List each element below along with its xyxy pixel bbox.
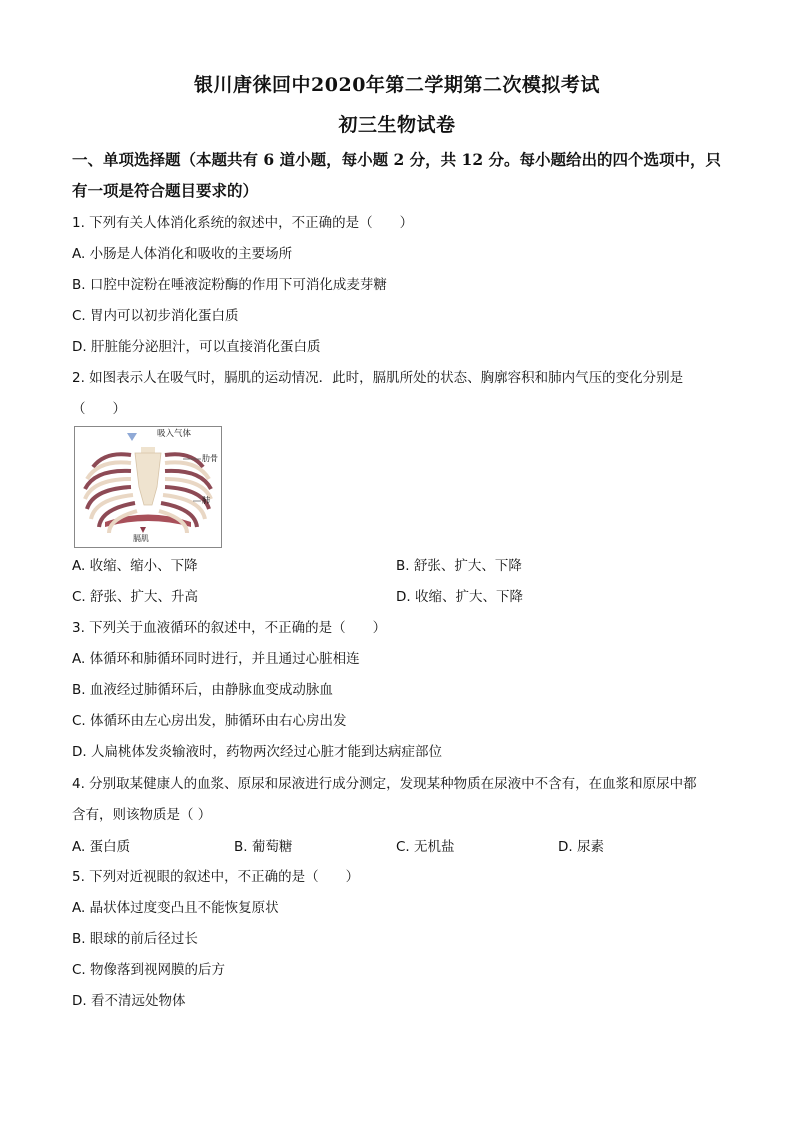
question-2-option-c: C. 舒张、扩大、升高 [72,589,199,605]
ribcage-diagram [74,426,222,548]
question-2-option-d: D. 收缩、扩大、下降 [396,589,523,605]
ribcage-illustration [75,427,221,547]
label-inhaled-air: 吸入气体 [157,429,192,439]
question-1-option-b: B. 口腔中淀粉在唾液淀粉酶的作用下可消化成麦芽糖 [72,277,387,293]
question-5-option-c: C. 物像落到视网膜的后方 [72,962,226,978]
diaphragm-arrow-icon [140,527,146,533]
question-5-stem: 5. 下列对近视眼的叙述中，不正确的是（ ） [72,869,360,885]
question-5-option-b: B. 眼球的前后径过长 [72,931,198,947]
question-3-option-d: D. 人扁桃体发炎输液时，药物两次经过心脏才能到达病症部位 [72,744,442,760]
question-4-stem: 4. 分别取某健康人的血浆、原尿和尿液进行成分测定，发现某种物质在尿液中不含有，在血浆和原尿中都 [72,776,697,792]
question-2-option-a: A. 收缩、缩小、下降 [72,558,198,574]
question-3-option-c: C. 体循环由左心房出发，肺循环由右心房出发 [72,713,347,729]
exam-subtitle: 初三生物试卷 [338,114,456,136]
question-4-option-d: D. 尿素 [558,839,604,855]
question-1-option-d: D. 肝脏能分泌胆汁，可以直接消化蛋白质 [72,339,321,355]
question-5-option-a: A. 晶状体过度变凸且不能恢复原状 [72,900,279,916]
question-2-stem: 2. 如图表示人在吸气时，膈肌的运动情况．此时，膈肌所处的状态、胸廓容积和肺内气压的变化分别是 [72,370,684,386]
question-4-option-a: A. 蛋白质 [72,839,131,855]
question-1-stem: 1. 下列有关人体消化系统的叙述中，不正确的是（ ） [72,215,414,231]
question-3-option-a: A. 体循环和肺循环同时进行，并且通过心脏相连 [72,651,360,667]
exam-title: 银川唐徕回中2020年第二学期第二次模拟考试 [194,74,600,96]
question-2-stem-continued: （ ） [72,401,126,417]
question-1-option-c: C. 胃内可以初步消化蛋白质 [72,308,239,324]
question-3-stem: 3. 下列关于血液循环的叙述中，不正确的是（ ） [72,620,387,636]
label-rib: 肋骨 [202,454,218,463]
question-2-option-b: B. 舒张、扩大、下降 [396,558,522,574]
question-5-option-d: D. 看不清远处物体 [72,993,186,1009]
question-1-option-a: A. 小肠是人体消化和吸收的主要场所 [72,246,293,262]
question-4-option-c: C. 无机盐 [396,839,455,855]
question-4-stem-continued: 含有，则该物质是（ ） [72,807,212,823]
question-3-option-b: B. 血液经过肺循环后，由静脉血变成动脉血 [72,682,333,698]
section-heading: 一、单项选择题（本题共有 6 道小题，每小题 2 分，共 12 分。每小题给出的四个选项中，只有一项是符合题目要求的） [72,150,722,200]
question-4-option-b: B. 葡萄糖 [234,839,293,855]
label-diaphragm: 膈肌 [133,534,149,543]
label-lung: 肺 [202,496,210,505]
inhale-arrow-icon [127,433,137,441]
